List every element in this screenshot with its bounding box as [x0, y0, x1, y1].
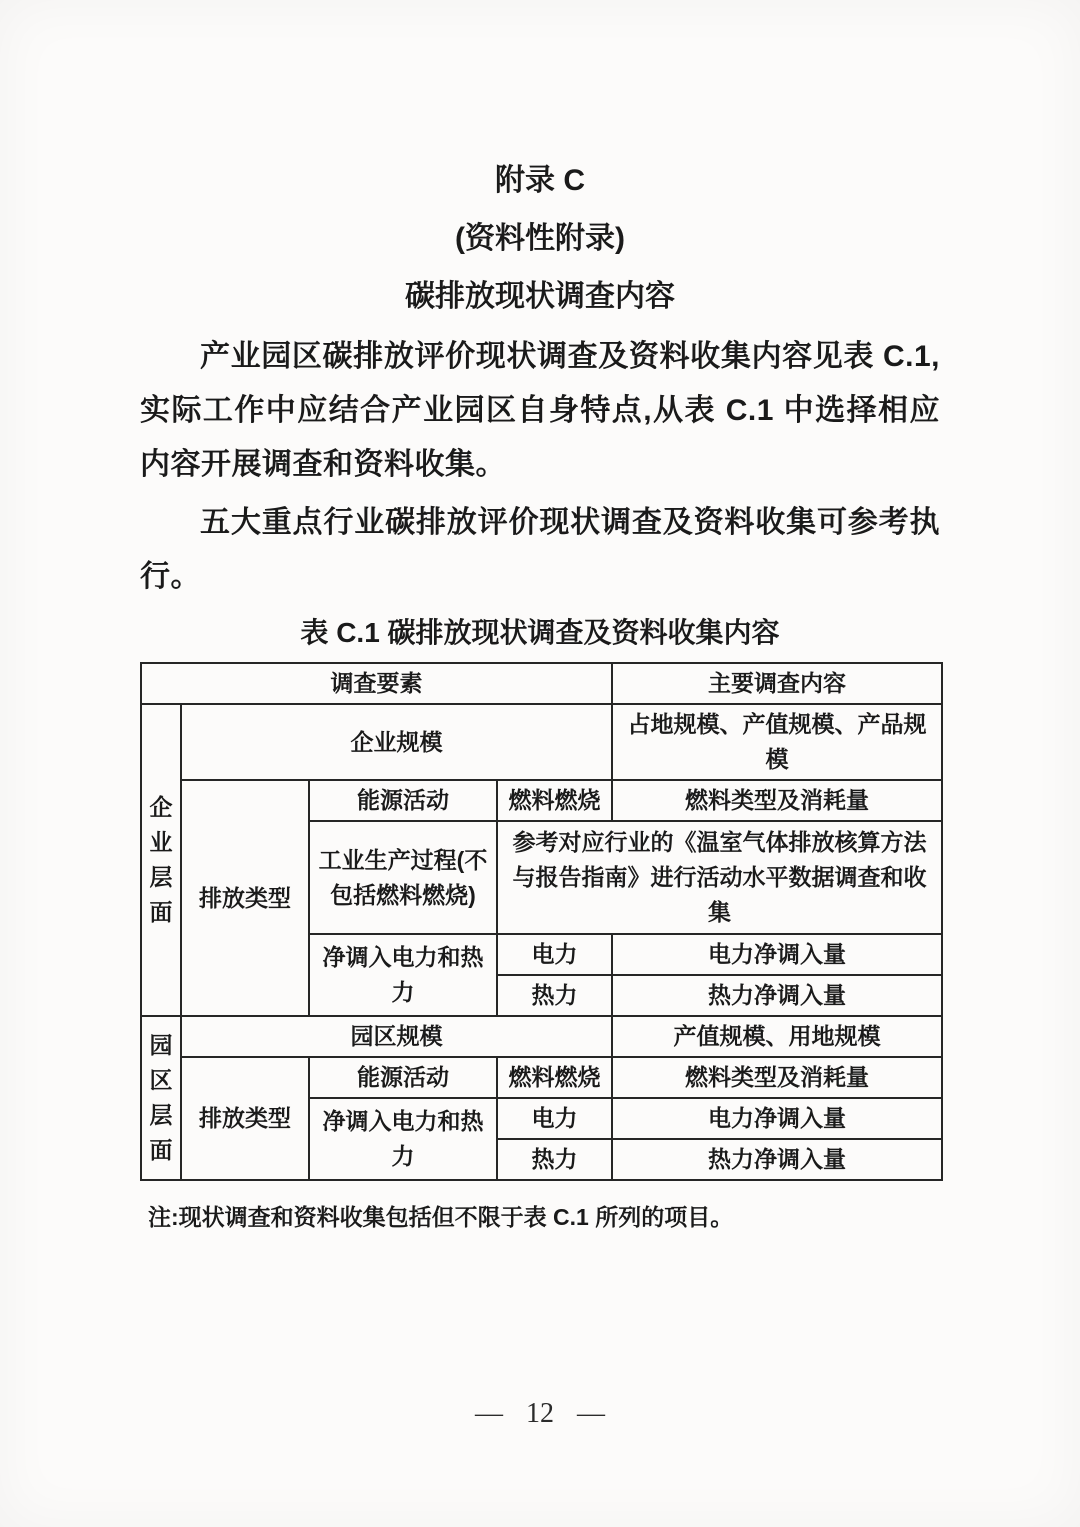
table-row	[141, 780, 942, 821]
table-note: 注:现状调查和资料收集包括但不限于表 C.1 所列的项目。	[148, 1204, 734, 1230]
enterprise-heat-content: 热力净调入量	[612, 975, 942, 1016]
appendix-type-heading: (资料性附录)	[455, 222, 625, 255]
document-content	[140, 0, 940, 1233]
page-number: — 12 —	[475, 1398, 605, 1429]
enterprise-fuel-content: 燃料类型及消耗量	[612, 780, 942, 821]
enterprise-electricity-label: 电力	[497, 934, 612, 975]
header-main-content: 主要调查内容	[612, 663, 942, 704]
enterprise-fuel-combustion: 燃料燃烧	[497, 780, 612, 821]
enterprise-industrial-process: 工业生产过程(不包括燃料燃烧)	[309, 821, 497, 934]
table-row	[141, 663, 942, 704]
enterprise-net-import-label: 净调入电力和热力	[309, 934, 497, 1016]
appendix-title: 附录 C	[495, 164, 585, 197]
table-row	[141, 704, 942, 780]
header-survey-factors: 调查要素	[141, 663, 612, 704]
park-energy-activity: 能源活动	[309, 1057, 497, 1098]
survey-content-table	[140, 662, 943, 1181]
enterprise-industrial-content: 参考对应行业的《温室气体排放核算方法与报告指南》进行活动水平数据调查和收集	[497, 821, 942, 934]
paragraph-survey-scope: 产业园区碳排放评价现状调查及资料收集内容见表 C.1,实际工作中应结合产业园区自身特点,从表 C.1 中选择相应内容开展调查和资料收集。	[140, 340, 940, 481]
park-electricity-content: 电力净调入量	[612, 1098, 942, 1139]
park-fuel-combustion: 燃料燃烧	[497, 1057, 612, 1098]
enterprise-energy-activity: 能源活动	[309, 780, 497, 821]
table-row	[141, 1016, 942, 1057]
appendix-subject-heading: 碳排放现状调查内容	[405, 280, 675, 313]
enterprise-heat-label: 热力	[497, 975, 612, 1016]
park-scale-label: 园区规模	[181, 1016, 612, 1057]
enterprise-scale-content: 占地规模、产值规模、产品规模	[612, 704, 942, 780]
enterprise-scale-label: 企业规模	[181, 704, 612, 780]
park-level-label: 园区层面	[141, 1016, 181, 1180]
park-scale-content: 产值规模、用地规模	[612, 1016, 942, 1057]
park-heat-content: 热力净调入量	[612, 1139, 942, 1180]
park-fuel-content: 燃料类型及消耗量	[612, 1057, 942, 1098]
enterprise-electricity-content: 电力净调入量	[612, 934, 942, 975]
table-caption: 表 C.1 碳排放现状调查及资料收集内容	[300, 617, 780, 648]
park-net-import-label: 净调入电力和热力	[309, 1098, 497, 1180]
table-row	[141, 1057, 942, 1098]
enterprise-emission-type-label: 排放类型	[181, 780, 309, 1016]
enterprise-level-label: 企业层面	[141, 704, 181, 1016]
park-emission-type-label: 排放类型	[181, 1057, 309, 1180]
paragraph-key-industries: 五大重点行业碳排放评价现状调查及资料收集可参考执行。	[140, 506, 940, 593]
park-electricity-label: 电力	[497, 1098, 612, 1139]
park-heat-label: 热力	[497, 1139, 612, 1180]
